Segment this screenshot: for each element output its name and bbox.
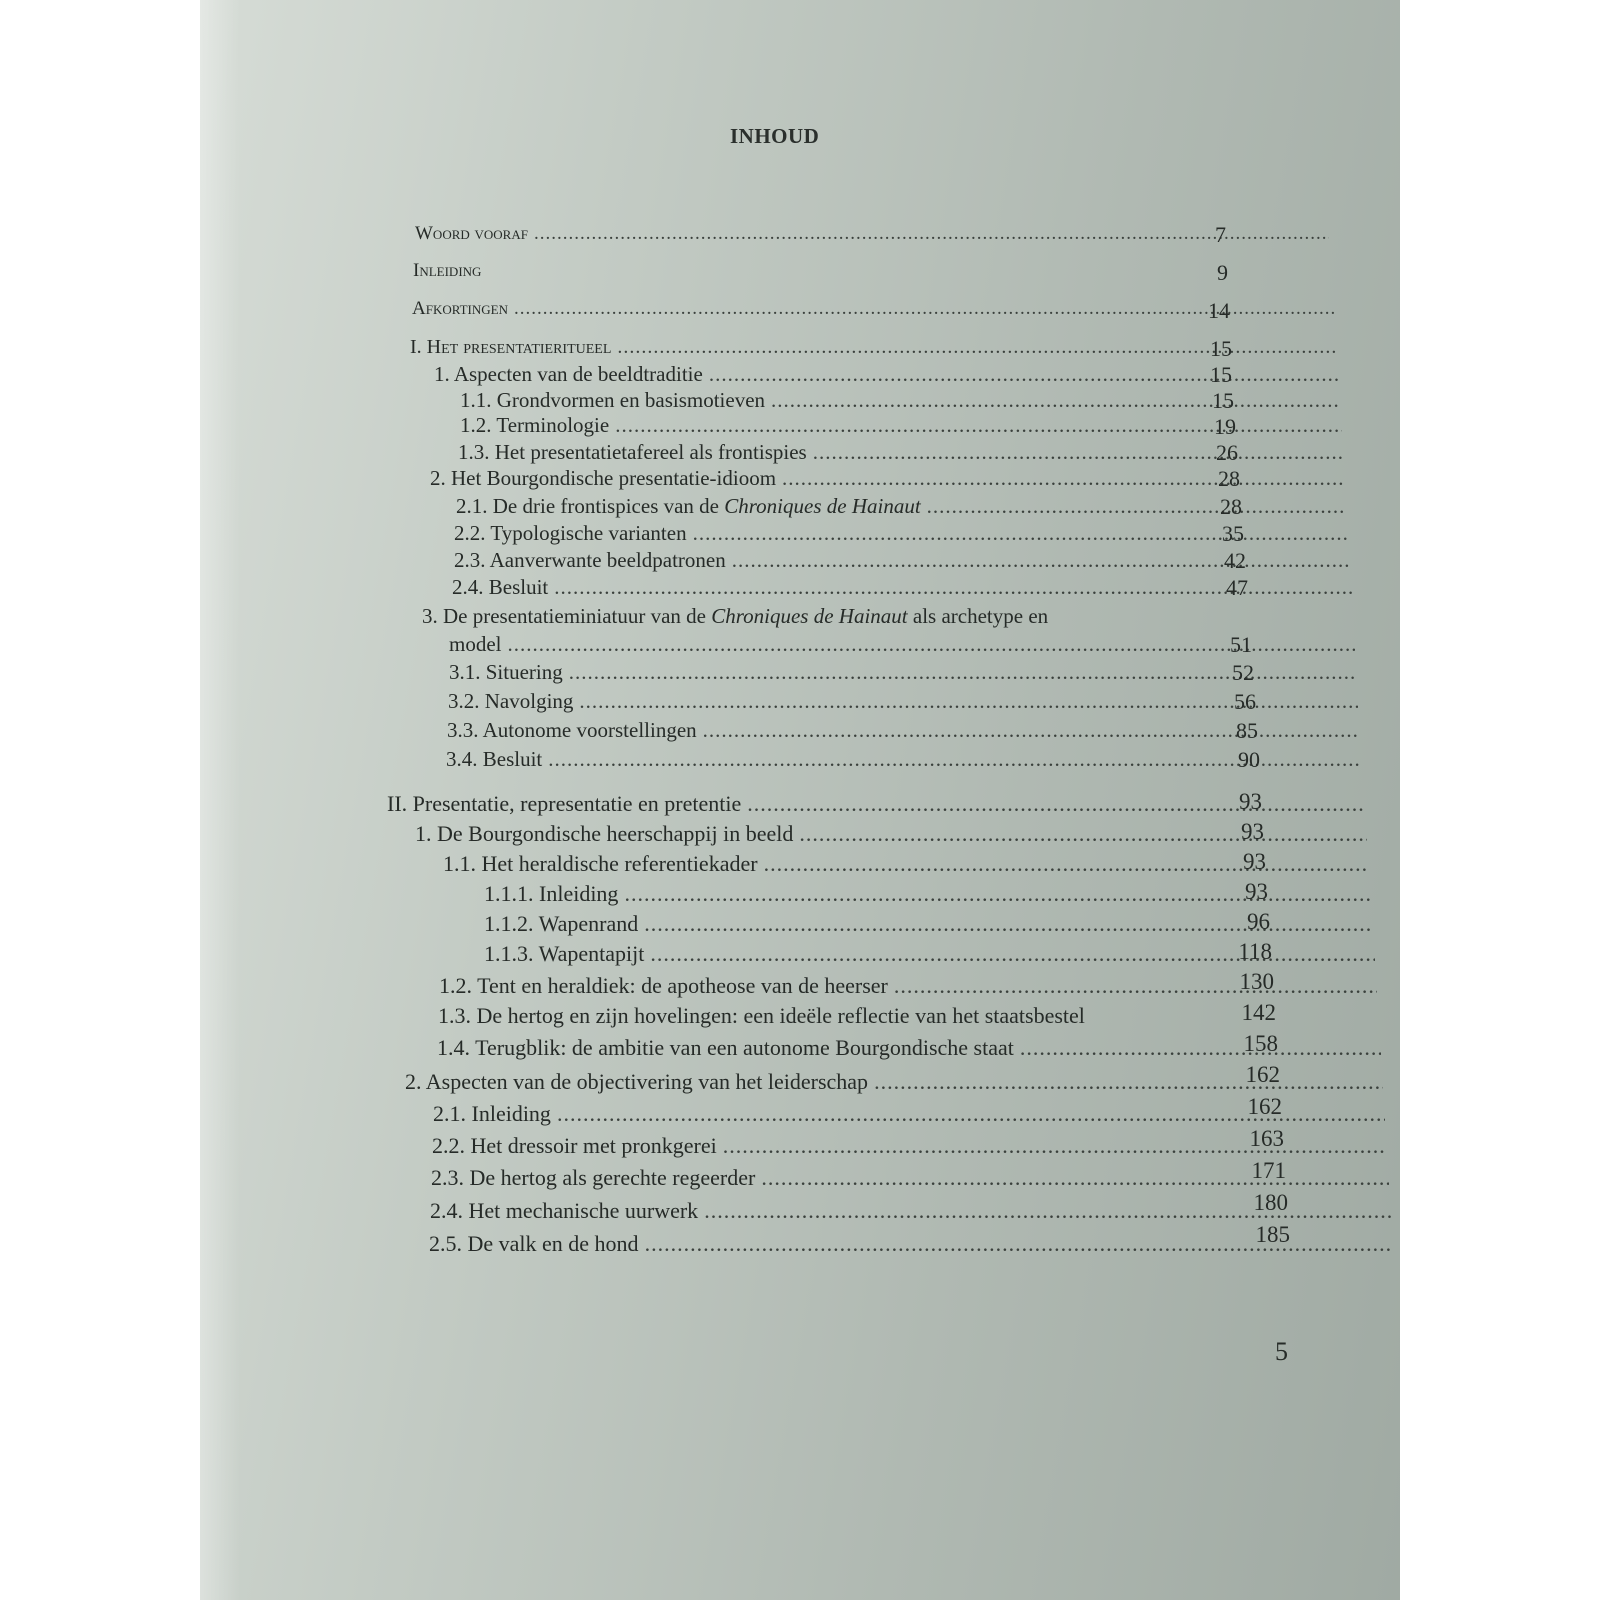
toc-entry-page: 52 [1232, 660, 1254, 685]
toc-entry-title: II. Presentatie, representatie en pretentie [387, 791, 742, 816]
heading-text: INHOUD [730, 124, 820, 148]
toc-entry-title: 2.3. Aanverwante beeldpatronen [454, 548, 726, 572]
toc-entry-page: 28 [1220, 494, 1242, 519]
toc-entry-title: 1.3. Het presentatietafereel als frontispies [458, 440, 807, 464]
toc-entry-title: Afkortingen [412, 298, 508, 319]
table-of-contents [200, 0, 1400, 1600]
toc-entry-title: 2. Aspecten van de objectivering van het leiderschap [405, 1069, 869, 1094]
leader-dots [764, 851, 1369, 877]
toc-entry-page: 7 [1215, 222, 1226, 247]
toc-entry-title: 3.4. Besluit [446, 747, 543, 771]
leader-dots [874, 1069, 1383, 1095]
toc-entry-title: 1.2. Terminologie [460, 413, 610, 437]
leader-dots [782, 466, 1344, 491]
toc-entry-page: 96 [1247, 909, 1270, 934]
title-italic-part: Chroniques de Hainaut [724, 494, 921, 518]
toc-entry-title: 1. Aspecten van de beeldtraditie [434, 362, 703, 386]
toc-entry-page: 93 [1245, 879, 1268, 904]
toc-entry-title: 3.2. Navolging [448, 689, 574, 713]
leader-dots [813, 440, 1344, 465]
toc-entry-page: 130 [1239, 969, 1274, 994]
leader-dots [771, 388, 1340, 413]
toc-entry-title: 1.3. De hertog en zijn hovelingen: een ideële reflectie van het staatsbestel [438, 1003, 1085, 1028]
leader-dots [709, 362, 1338, 387]
toc-entry-title: 1.1. Grondvormen en basismotieven [460, 388, 766, 412]
toc-entry-title: 1.1.2. Wapenrand [484, 911, 639, 936]
toc-entry-page: 85 [1236, 718, 1258, 743]
book-page [200, 0, 1400, 1600]
leader-dots [723, 1133, 1387, 1159]
toc-entry-page: 19 [1214, 414, 1236, 439]
toc-entry-page: 15 [1210, 362, 1232, 387]
toc-entry-title: 1.4. Terugblik: de ambitie van een autonome Bourgondische staat [437, 1035, 1014, 1060]
toc-entry-page: 118 [1238, 939, 1272, 964]
toc-entry-page: 9 [1217, 260, 1228, 285]
toc-entry-title: 2.2. Typologische varianten [454, 521, 687, 545]
toc-entry-title: Inleiding [413, 260, 482, 281]
toc-entry-page: 51 [1230, 632, 1252, 657]
toc-entry-title [422, 604, 1048, 629]
toc-entry-page: 162 [1247, 1094, 1282, 1119]
toc-entry-page: 15 [1210, 336, 1232, 361]
toc-entry-title: 1.2. Tent en heraldiek: de apotheose van de heerser [439, 973, 888, 998]
leader-dots [894, 973, 1377, 999]
toc-entry-page: 142 [1241, 1000, 1276, 1025]
toc-entry-title: 2.4. Het mechanische uurwerk [430, 1198, 699, 1223]
toc-entry-page: 14 [1208, 298, 1230, 323]
toc-entry-title: 2. Het Bourgondische presentatie-idioom [430, 466, 777, 490]
page-number: 5 [1275, 1337, 1288, 1366]
toc-entry-title: 1.1.1. Inleiding [484, 881, 619, 906]
title-part: 3. De presentatieminiatuur van de [422, 604, 712, 628]
leader-dots [747, 791, 1365, 817]
toc-entry-title: Woord vooraf [415, 223, 528, 244]
title-italic-part: Chroniques de Hainaut [711, 604, 908, 628]
leader-dots [1020, 1035, 1381, 1061]
toc-entry-page: 93 [1241, 819, 1264, 844]
leader-dots [761, 1165, 1389, 1191]
toc-entry-page: 56 [1234, 689, 1256, 714]
toc-entry-page: 180 [1253, 1190, 1288, 1215]
toc-entry-title: 2.1. Inleiding [433, 1101, 551, 1126]
toc-entry-title: 2.3. De hertog als gerechte regeerder [431, 1165, 756, 1190]
toc-entry-title: 3.1. Situering [449, 660, 563, 684]
toc-entry-page: 93 [1239, 789, 1262, 814]
toc-entry-page: 90 [1238, 747, 1260, 772]
title-part: 2.1. De drie frontispices van de [456, 494, 725, 518]
toc-entry-title: I. Het presentatieritueel [410, 336, 612, 358]
toc-entry-title: 1.1.3. Wapentapijt [484, 941, 645, 966]
toc-entry-page: 35 [1222, 521, 1244, 546]
toc-entry-page: 28 [1218, 466, 1240, 491]
toc-entry-title: 2.5. De valk en de hond [429, 1231, 639, 1256]
toc-entry-title-continued: model [449, 632, 502, 656]
toc-entry-title: 2.2. Het dressoir met pronkgerei [432, 1133, 717, 1158]
toc-entry-page: 47 [1226, 575, 1248, 600]
toc-entry-page: 162 [1245, 1062, 1280, 1087]
leader-dots [693, 521, 1348, 546]
toc-entry-page: 171 [1251, 1158, 1286, 1183]
toc-entry-title: 2.4. Besluit [452, 575, 549, 599]
toc-entry-page: 15 [1212, 388, 1234, 413]
leader-dots [732, 548, 1350, 573]
toc-entry-title [456, 494, 921, 519]
leader-dots [703, 718, 1359, 743]
title-part: als archetype en [907, 604, 1049, 628]
toc-entry-page: 26 [1216, 440, 1238, 465]
leader-dots [927, 494, 1346, 519]
toc-entry-title: 1. De Bourgondische heerschappij in beeld [415, 821, 794, 846]
toc-entry-page: 93 [1243, 849, 1266, 874]
toc-entry-title: 3.3. Autonome voorstellingen [447, 718, 697, 742]
toc-entry-page: 163 [1249, 1126, 1284, 1151]
toc-entry-page: 158 [1243, 1031, 1278, 1056]
toc-entry-page: 185 [1255, 1222, 1290, 1247]
toc-entry-page: 42 [1224, 548, 1246, 573]
leader-dots [799, 821, 1367, 847]
toc-entry-title: 1.1. Het heraldische referentiekader [443, 851, 758, 876]
